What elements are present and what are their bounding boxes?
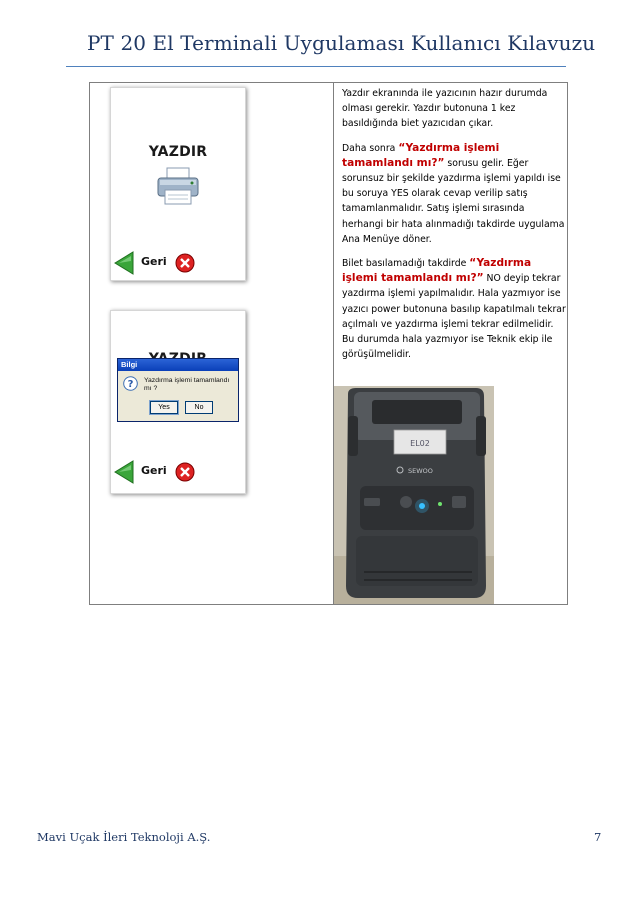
p3-after: NO deyip tekrar yazdırma işlemi yapılmalıdır. Hala yazmıyor ise yazıcı power butonuna basılıp kapatılmalı tekrar açılmalı ve yazdırma işlemi tekrar edilmelidir. Bu durumda hala yazmıyor ise Teknik ekip ile görüşülmelidir.: [342, 273, 566, 361]
printer-label-text: EL02: [410, 439, 430, 448]
instructions-cell: [342, 86, 566, 371]
back-row: [113, 250, 213, 276]
yes-button[interactable]: Yes: [150, 401, 178, 414]
instruction-paragraph-2: [342, 141, 566, 247]
footer-company: Mavi Uçak İleri Teknoloji A.Ş.: [37, 830, 211, 844]
instruction-paragraph-1: Yazdır ekranında ile yazıcının hazır durumda olması gerekir. Yazdır butonuna 1 kez basıldığında biet yazıcıdan çıkar.: [342, 88, 548, 130]
printer-brand: SEWOO: [408, 467, 433, 475]
cancel-icon[interactable]: [175, 253, 195, 273]
cancel-icon[interactable]: [175, 462, 195, 482]
title-rule: [66, 66, 566, 67]
question-icon: [123, 376, 138, 391]
sewoo-printer-image: [334, 386, 494, 604]
p2-emphasis: “Yazdırma işlemi tamamlandı mı?”: [342, 141, 500, 169]
print-screen-title[interactable]: YAZDIR: [148, 144, 208, 160]
p2-before: Daha sonra: [342, 142, 399, 154]
footer-page-number: 7: [594, 830, 602, 844]
p2-after: sorusu gelir. Eğer sorunsuz bir şekilde yazdırma işlemi yapıldı ise bu soruya YES olarak cevap verilip satış tamamlanmalıdır. Satış işlemi sırasında herhangi bir hata alınmadığı takdirde uygulama Ana Menüye döner.: [342, 157, 565, 245]
p3-emphasis: “Yazdırma işlemi tamamlandı mı?”: [342, 257, 532, 285]
back-row-2: [113, 459, 213, 485]
instruction-paragraph-3: [342, 256, 566, 362]
dialog-title: Bilgi: [118, 359, 238, 371]
back-button-label[interactable]: Geri: [141, 255, 167, 268]
page-title: PT 20 El Terminali Uygulaması Kullanıcı Kılavuzu: [87, 31, 596, 55]
p3-before: Bilet basılamadığı takdirde: [342, 258, 470, 270]
dialog-message: Yazdırma işlemi tamamlandı mı ?: [144, 377, 230, 392]
svg-text:?: ?: [127, 379, 134, 390]
print-screen-screenshot: [110, 87, 246, 281]
back-button-label[interactable]: Geri: [141, 464, 167, 477]
print-confirm-screenshot: [110, 310, 246, 494]
back-arrow-icon[interactable]: [113, 459, 139, 485]
back-arrow-icon[interactable]: [113, 250, 139, 276]
confirm-dialog: [117, 358, 239, 422]
printer-photo: [334, 386, 494, 604]
printer-icon[interactable]: [156, 166, 200, 206]
no-button[interactable]: No: [185, 401, 213, 414]
